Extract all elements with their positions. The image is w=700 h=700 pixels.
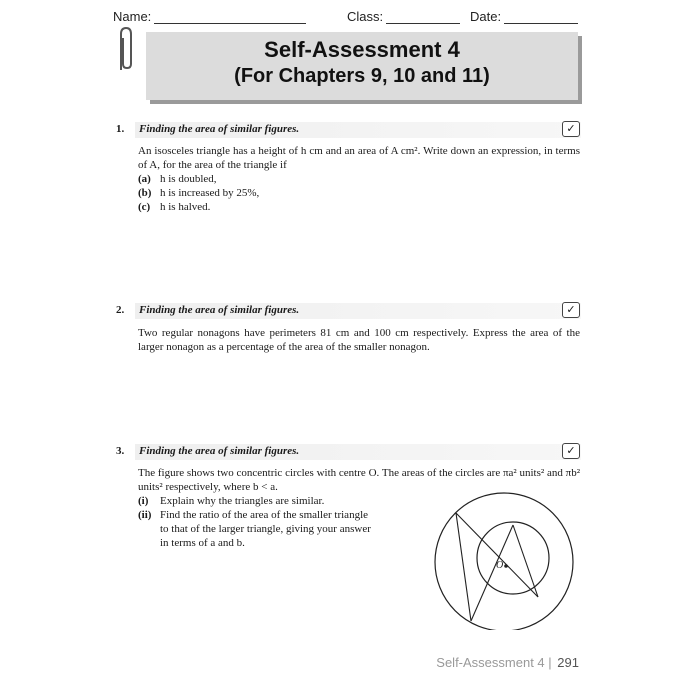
- question-3-part-ii: (ii) Find the ratio of the area of the smaller triangle: [138, 509, 369, 521]
- page-number: 291: [557, 655, 579, 670]
- figure-centre-label: O: [496, 560, 504, 571]
- question-1-checkbox[interactable]: ✓: [562, 121, 580, 137]
- name-field[interactable]: [113, 9, 306, 24]
- footer-separator: |: [548, 655, 552, 670]
- question-1-text: An isosceles triangle has a height of h cm and an area of A cm². Write down an expression, in terms of A, for the area of the triangle if: [138, 145, 580, 171]
- page-title: Self-Assessment 4: [264, 37, 460, 62]
- question-1-part-a: (a) h is doubled,: [138, 173, 217, 185]
- class-line: [386, 11, 460, 24]
- title-box: [146, 32, 578, 100]
- paperclip-icon: [116, 26, 136, 74]
- class-field[interactable]: [347, 9, 460, 24]
- question-2-number: 2.: [116, 304, 125, 316]
- date-label: Date:: [470, 9, 502, 24]
- page-subtitle: (For Chapters 9, 10 and 11): [234, 65, 490, 87]
- name-line: [154, 11, 306, 24]
- page-footer: [436, 655, 579, 670]
- footer-section: Self-Assessment 4: [436, 655, 545, 670]
- question-1-header: [116, 123, 580, 139]
- question-3-part-i: (i) Explain why the triangles are similar.: [138, 495, 325, 507]
- question-2-text: Two regular nonagons have perimeters 81 cm and 100 cm respectively. Express the area of the larger nonagon as a percentage of the area of the smaller nonagon.: [138, 327, 580, 353]
- question-1-part-c: (c) h is halved.: [138, 201, 211, 213]
- question-3-part-ii-line2: to that of the larger triangle, giving your answer: [160, 523, 371, 535]
- date-field[interactable]: [470, 9, 578, 24]
- question-3-text: The figure shows two concentric circles with centre O. The areas of the circles are πa² units² and πb² units² respectively, where b < a.: [138, 467, 580, 493]
- question-1-number: 1.: [116, 123, 125, 135]
- question-1-part-b: (b) h is increased by 25%,: [138, 187, 260, 199]
- question-2-checkbox[interactable]: ✓: [562, 302, 580, 318]
- class-label: Class:: [347, 9, 384, 24]
- question-3-checkbox[interactable]: ✓: [562, 443, 580, 459]
- question-3-title: Finding the area of similar figures.: [139, 445, 300, 457]
- question-3-part-ii-line3: in terms of a and b.: [160, 537, 245, 549]
- question-1-title: Finding the area of similar figures.: [139, 123, 300, 135]
- question-3-header: [116, 445, 580, 461]
- name-label: Name:: [113, 9, 152, 24]
- date-line: [504, 11, 578, 24]
- concentric-circles-figure: [428, 480, 578, 630]
- question-3-number: 3.: [116, 445, 125, 457]
- question-2-title: Finding the area of similar figures.: [139, 304, 300, 316]
- question-2-header: [116, 304, 580, 320]
